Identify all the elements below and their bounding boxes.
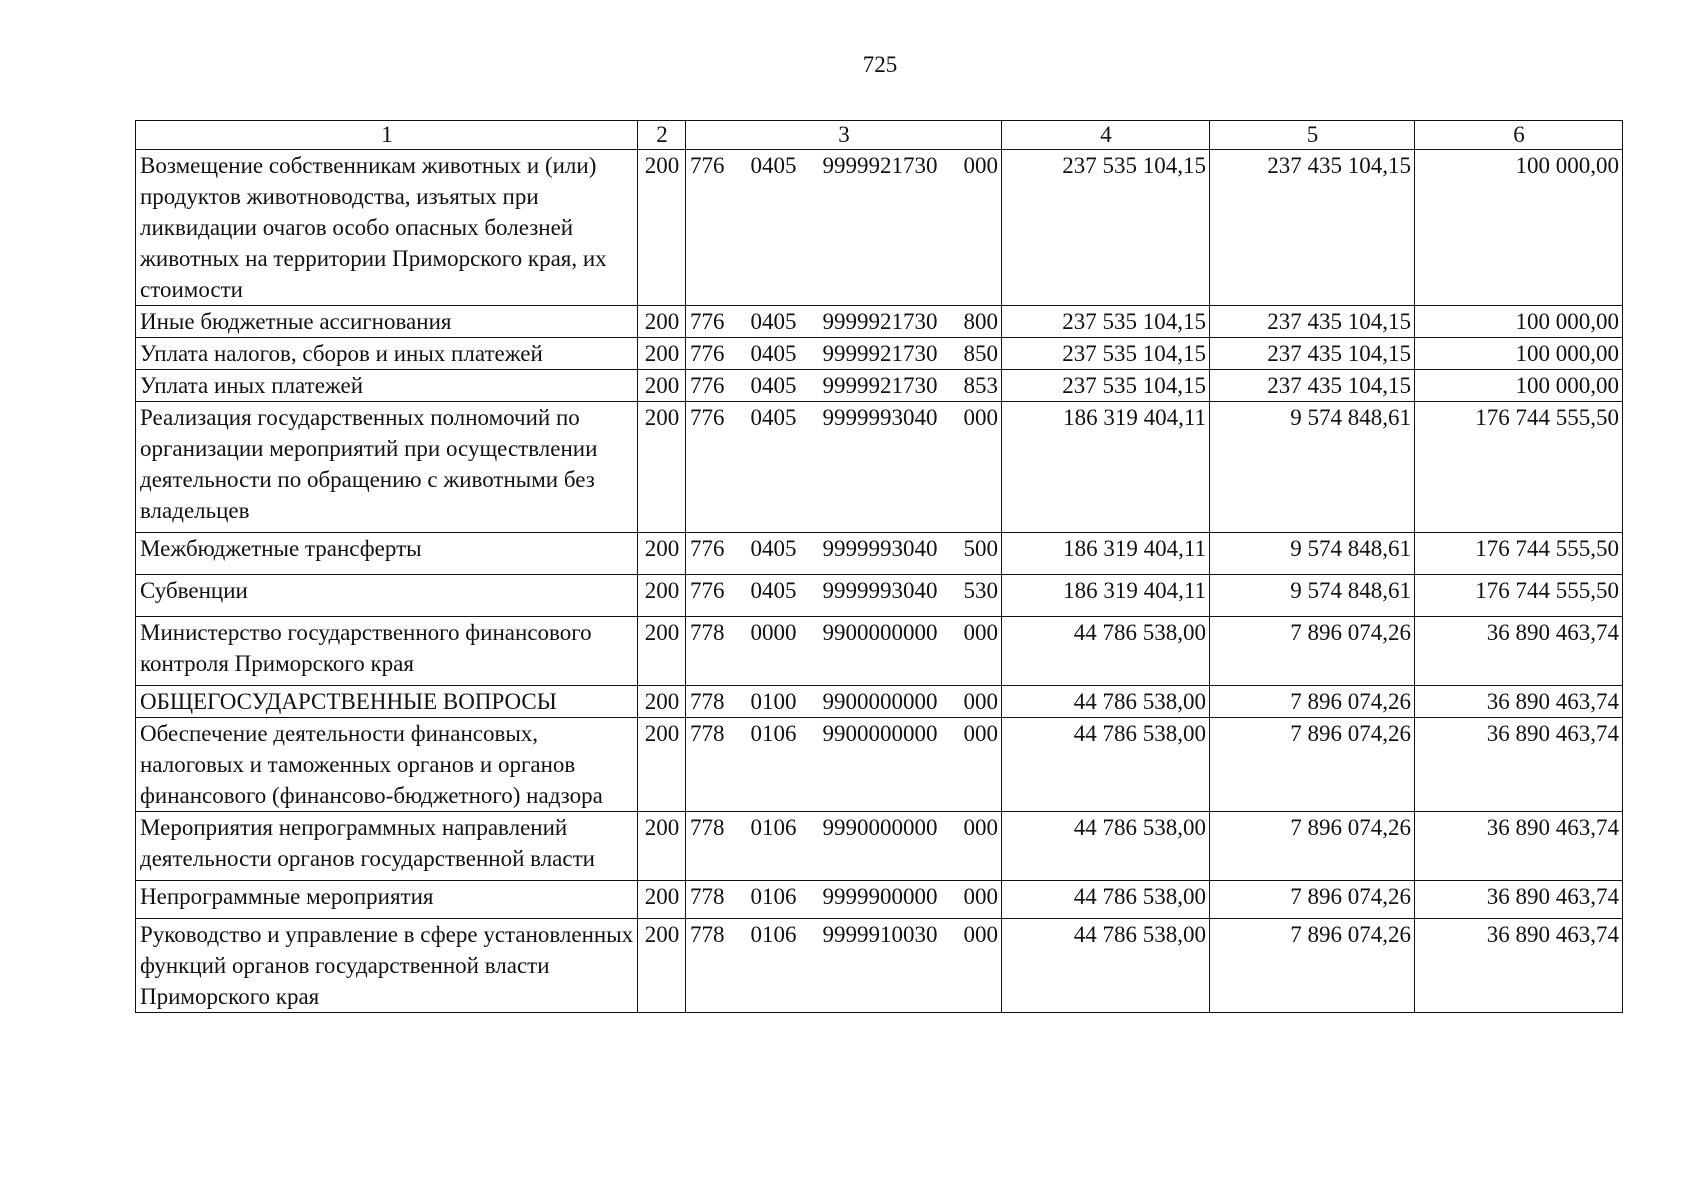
budget-table	[135, 120, 1623, 1013]
row-value-4: 186 319 404,11	[1002, 402, 1210, 533]
row-razdel: 0106	[750, 884, 797, 909]
row-csr: 9999993040	[822, 405, 938, 430]
row-vr: 000	[963, 922, 998, 947]
table-row	[136, 812, 1623, 881]
row-value-6: 36 890 463,74	[1415, 919, 1623, 1013]
row-value-6: 100 000,00	[1415, 306, 1623, 338]
row-code-admin: 200	[638, 617, 686, 686]
row-vr: 000	[963, 689, 998, 714]
row-value-6: 36 890 463,74	[1415, 686, 1623, 718]
row-code-admin: 200	[638, 919, 686, 1013]
row-vr: 000	[963, 721, 998, 746]
row-value-5: 237 435 104,15	[1210, 150, 1415, 306]
row-vr: 853	[963, 373, 998, 398]
row-value-4: 44 786 538,00	[1002, 718, 1210, 812]
row-value-4: 186 319 404,11	[1002, 533, 1210, 575]
row-value-5: 7 896 074,26	[1210, 718, 1415, 812]
table-row	[136, 402, 1623, 533]
row-codes	[686, 812, 1002, 881]
row-code-admin: 200	[638, 533, 686, 575]
row-value-6: 36 890 463,74	[1415, 881, 1623, 919]
row-vr: 530	[963, 578, 998, 603]
row-vr: 850	[963, 341, 998, 366]
row-value-5: 237 435 104,15	[1210, 370, 1415, 402]
row-description: Иные бюджетные ассигнования	[136, 306, 638, 338]
row-codes	[686, 533, 1002, 575]
table-row	[136, 575, 1623, 617]
row-razdel: 0100	[750, 689, 797, 714]
row-value-4: 237 535 104,15	[1002, 150, 1210, 306]
row-razdel: 0405	[750, 536, 797, 561]
row-description: ОБЩЕГОСУДАРСТВЕННЫЕ ВОПРОСЫ	[136, 686, 638, 718]
row-value-5: 7 896 074,26	[1210, 617, 1415, 686]
header-col-1: 1	[136, 121, 638, 150]
row-codes	[686, 370, 1002, 402]
row-description: Непрограммные мероприятия	[136, 881, 638, 919]
row-vedomstvo: 776	[690, 578, 725, 603]
row-codes	[686, 402, 1002, 533]
row-value-4: 44 786 538,00	[1002, 919, 1210, 1013]
row-code-admin: 200	[638, 338, 686, 370]
row-csr: 9999900000	[822, 884, 938, 909]
row-description: Уплата налогов, сборов и иных платежей	[136, 338, 638, 370]
row-value-6: 36 890 463,74	[1415, 718, 1623, 812]
row-csr: 9900000000	[822, 721, 938, 746]
row-vr: 000	[963, 620, 998, 645]
row-description: Реализация государственных полномочий по организации мероприятий при осуществлении деятельности по обращению с животными без владельцев	[136, 402, 638, 533]
row-vedomstvo: 776	[690, 341, 725, 366]
table-row	[136, 338, 1623, 370]
row-vedomstvo: 778	[690, 721, 725, 746]
header-col-4: 4	[1002, 121, 1210, 150]
table-row	[136, 370, 1623, 402]
row-value-5: 7 896 074,26	[1210, 919, 1415, 1013]
row-code-admin: 200	[638, 150, 686, 306]
row-codes	[686, 338, 1002, 370]
row-value-4: 237 535 104,15	[1002, 338, 1210, 370]
page-number: 725	[862, 52, 898, 77]
table-row	[136, 306, 1623, 338]
row-vedomstvo: 778	[690, 815, 725, 840]
row-razdel: 0000	[750, 620, 797, 645]
row-csr: 9999910030	[822, 922, 938, 947]
row-value-5: 9 574 848,61	[1210, 575, 1415, 617]
row-csr: 9999921730	[822, 153, 938, 178]
row-code-admin: 200	[638, 370, 686, 402]
row-csr: 9999921730	[822, 373, 938, 398]
row-codes	[686, 718, 1002, 812]
row-vedomstvo: 776	[690, 153, 725, 178]
row-value-4: 44 786 538,00	[1002, 881, 1210, 919]
row-value-6: 176 744 555,50	[1415, 575, 1623, 617]
row-code-admin: 200	[638, 306, 686, 338]
row-value-4: 237 535 104,15	[1002, 370, 1210, 402]
row-vedomstvo: 776	[690, 405, 725, 430]
row-vedomstvo: 776	[690, 373, 725, 398]
row-value-4: 237 535 104,15	[1002, 306, 1210, 338]
row-code-admin: 200	[638, 402, 686, 533]
row-value-4: 44 786 538,00	[1002, 686, 1210, 718]
header-col-6: 6	[1415, 121, 1623, 150]
row-value-6: 36 890 463,74	[1415, 812, 1623, 881]
row-value-5: 7 896 074,26	[1210, 812, 1415, 881]
row-value-4: 44 786 538,00	[1002, 812, 1210, 881]
row-codes	[686, 617, 1002, 686]
row-description: Субвенции	[136, 575, 638, 617]
row-csr: 9999993040	[822, 578, 938, 603]
row-csr: 9900000000	[822, 620, 938, 645]
row-description: Обеспечение деятельности финансовых, налоговых и таможенных органов и органов финансового (финансово-бюджетного) надзора	[136, 718, 638, 812]
header-col-2: 2	[638, 121, 686, 150]
row-csr: 9990000000	[822, 815, 938, 840]
row-vedomstvo: 778	[690, 689, 725, 714]
row-codes	[686, 306, 1002, 338]
row-code-admin: 200	[638, 686, 686, 718]
row-vedomstvo: 776	[690, 309, 725, 334]
table-row	[136, 150, 1623, 306]
row-description: Министерство государственного финансового контроля Приморского края	[136, 617, 638, 686]
row-value-5: 7 896 074,26	[1210, 881, 1415, 919]
row-csr: 9900000000	[822, 689, 938, 714]
row-codes	[686, 150, 1002, 306]
row-vr: 000	[963, 405, 998, 430]
row-value-5: 237 435 104,15	[1210, 338, 1415, 370]
row-description: Мероприятия непрограммных направлений деятельности органов государственной власти	[136, 812, 638, 881]
row-value-4: 44 786 538,00	[1002, 617, 1210, 686]
row-razdel: 0106	[750, 721, 797, 746]
row-razdel: 0106	[750, 922, 797, 947]
row-vedomstvo: 778	[690, 884, 725, 909]
row-vedomstvo: 778	[690, 620, 725, 645]
row-codes	[686, 919, 1002, 1013]
table-row	[136, 881, 1623, 919]
table-row	[136, 718, 1623, 812]
row-vr: 500	[963, 536, 998, 561]
header-col-5: 5	[1210, 121, 1415, 150]
row-codes	[686, 686, 1002, 718]
header-col-3: 3	[686, 121, 1002, 150]
row-value-6: 100 000,00	[1415, 150, 1623, 306]
table-row	[136, 617, 1623, 686]
row-razdel: 0106	[750, 815, 797, 840]
row-value-5: 9 574 848,61	[1210, 402, 1415, 533]
row-razdel: 0405	[750, 405, 797, 430]
row-value-6: 36 890 463,74	[1415, 617, 1623, 686]
row-razdel: 0405	[750, 373, 797, 398]
row-razdel: 0405	[750, 309, 797, 334]
row-value-6: 176 744 555,50	[1415, 402, 1623, 533]
row-value-6: 100 000,00	[1415, 338, 1623, 370]
row-csr: 9999921730	[822, 341, 938, 366]
row-vr: 000	[963, 815, 998, 840]
row-description: Руководство и управление в сфере установленных функций органов государственной власти Приморского края	[136, 919, 638, 1013]
row-vedomstvo: 778	[690, 922, 725, 947]
row-vedomstvo: 776	[690, 536, 725, 561]
row-description: Возмещение собственникам животных и (или) продуктов животноводства, изъятых при ликвидации очагов особо опасных болезней животных на территории Приморского края, их стоимости	[136, 150, 638, 306]
row-vr: 000	[963, 884, 998, 909]
row-codes	[686, 881, 1002, 919]
row-csr: 9999993040	[822, 536, 938, 561]
row-description: Уплата иных платежей	[136, 370, 638, 402]
row-value-5: 7 896 074,26	[1210, 686, 1415, 718]
row-code-admin: 200	[638, 575, 686, 617]
table-row	[136, 686, 1623, 718]
row-razdel: 0405	[750, 341, 797, 366]
row-value-5: 237 435 104,15	[1210, 306, 1415, 338]
row-value-4: 186 319 404,11	[1002, 575, 1210, 617]
header-row	[136, 121, 1623, 150]
row-value-6: 100 000,00	[1415, 370, 1623, 402]
row-code-admin: 200	[638, 812, 686, 881]
row-code-admin: 200	[638, 881, 686, 919]
row-csr: 9999921730	[822, 309, 938, 334]
row-razdel: 0405	[750, 578, 797, 603]
table-row	[136, 533, 1623, 575]
row-description: Межбюджетные трансферты	[136, 533, 638, 575]
row-code-admin: 200	[638, 718, 686, 812]
row-value-5: 9 574 848,61	[1210, 533, 1415, 575]
table-body	[136, 150, 1623, 1013]
row-value-6: 176 744 555,50	[1415, 533, 1623, 575]
table-row	[136, 919, 1623, 1013]
row-codes	[686, 575, 1002, 617]
row-vr: 800	[963, 309, 998, 334]
row-razdel: 0405	[750, 153, 797, 178]
row-vr: 000	[963, 153, 998, 178]
